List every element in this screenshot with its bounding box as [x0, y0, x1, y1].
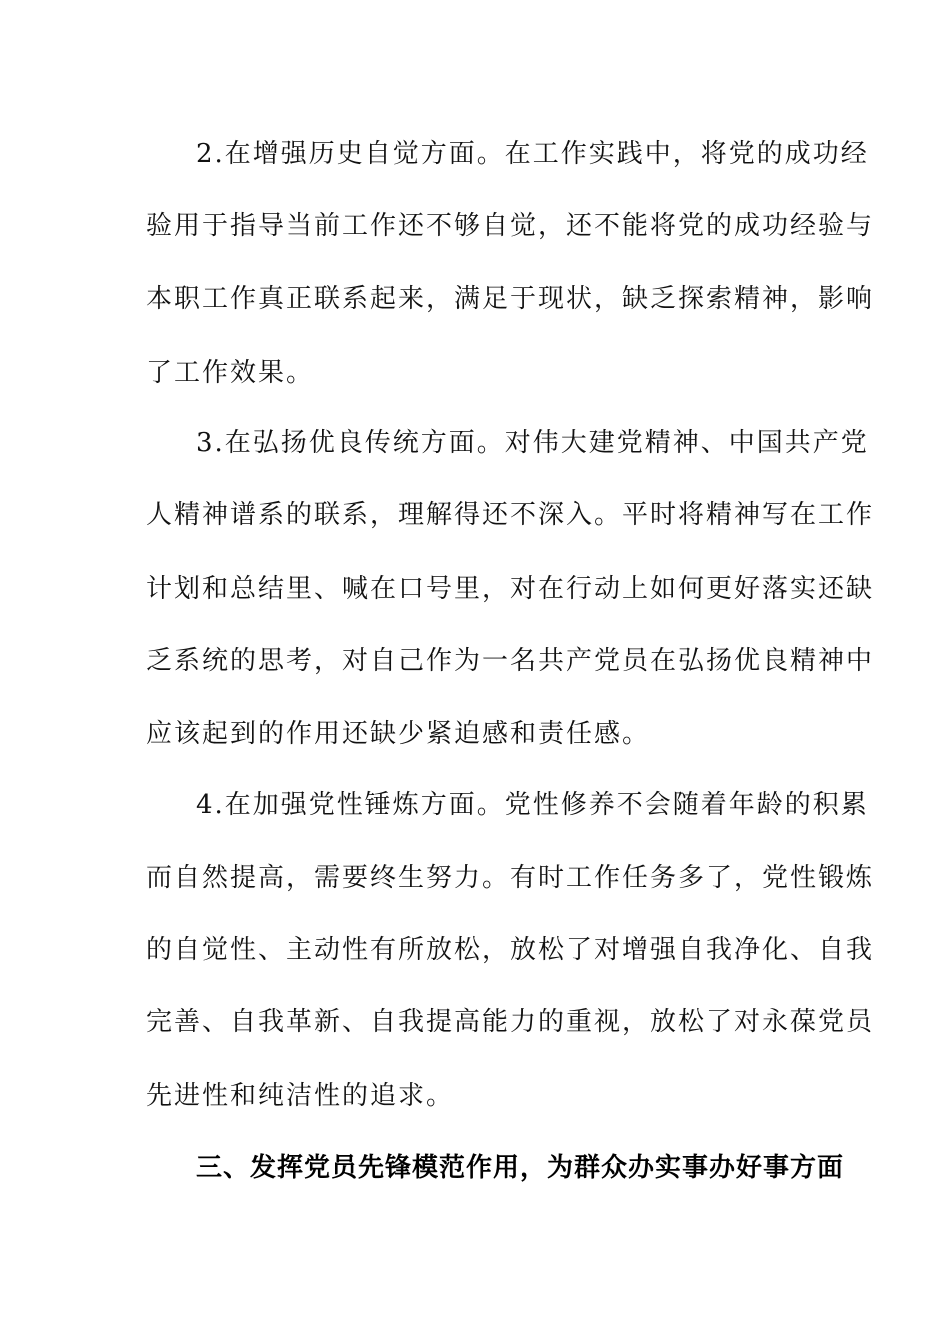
paragraph-line: 计划和总结里、喊在口号里，对在行动上如何更好落实还缺	[146, 574, 875, 604]
paragraph-line: 乏系统的思考，对自己作为一名共产党员在弘扬优良精神中	[146, 646, 875, 676]
paragraph-line: 4.在加强党性锤炼方面。党性修养不会随着年龄的积累	[196, 790, 869, 820]
paragraph-line: 而自然提高，需要终生努力。有时工作任务多了，党性锻炼	[146, 863, 875, 893]
paragraph-line: 的自觉性、主动性有所放松，放松了对增强自我净化、自我	[146, 935, 875, 965]
paragraph-line: 人精神谱系的联系，理解得还不深入。平时将精神写在工作	[146, 500, 875, 530]
paragraph-line: 2.在增强历史自觉方面。在工作实践中，将党的成功经	[196, 139, 869, 169]
paragraph-line: 验用于指导当前工作还不够自觉，还不能将党的成功经验与	[146, 211, 875, 241]
paragraph-line: 了工作效果。	[146, 358, 315, 388]
paragraph-line: 3.在弘扬优良传统方面。对伟大建党精神、中国共产党	[196, 428, 869, 458]
section-heading: 三、发挥党员先锋模范作用，为群众办实事办好事方面	[196, 1153, 845, 1183]
paragraph-line: 应该起到的作用还缺少紧迫感和责任感。	[146, 719, 651, 749]
paragraph-line: 先进性和纯洁性的追求。	[146, 1081, 455, 1111]
paragraph-line: 完善、自我革新、自我提高能力的重视，放松了对永葆党员	[146, 1007, 875, 1037]
paragraph-line: 本职工作真正联系起来，满足于现状，缺乏探索精神，影响	[146, 284, 875, 314]
